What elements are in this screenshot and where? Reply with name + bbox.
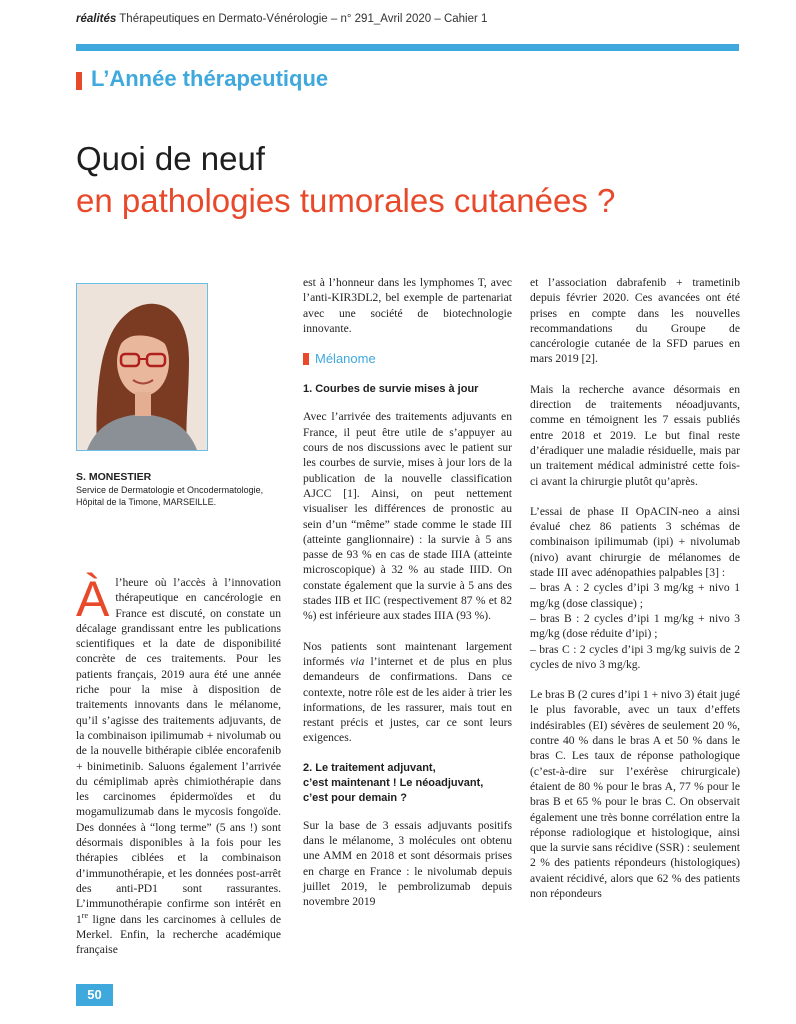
heading-survival-curves: 1. Courbes de survie mises à jour — [303, 383, 479, 396]
text: Nos patients sont maintenant largement informés — [303, 639, 512, 668]
column-2 — [303, 275, 512, 925]
article-title-line2: en pathologies tumorales cutanées ? — [76, 182, 616, 219]
text-italic: via — [350, 654, 365, 668]
paragraph: Mais la recherche avance désormais en direction de traitements néoadjuvants, comme en témoignent les 7 essais publiés entre 2018 et 2019. Le but final reste d’éradiquer une maladie résiduelle, mais par un traitement médical administré cette fois-ci avant la chirurgie plutôt qu’après. — [530, 382, 740, 488]
section-title: L’Année thérapeutique — [91, 66, 329, 91]
running-header — [76, 13, 487, 25]
drop-cap: À — [76, 571, 110, 627]
header-rule — [76, 44, 739, 51]
paragraph — [303, 639, 512, 746]
list-item: – bras C : 2 cycles d’ipi 3 mg/kg suivis de 2 cycles de nivo 3 mg/kg. — [530, 642, 740, 671]
intro-text: l’heure où l’accès à l’innovation thérapeutique en cancérologie en France est discuté, on constate un décalage grandissant entre les publications scientifiques et la date de disponibilité concrète de ces traitements. Pour les patients français, 2019 aura été une année riche pour la mise à disposition de traitements innovants dans le mélanome, qu’il s’agisse des traitements adjuvants, de la combinaison ipilimumab + nivolumab ou de la nouvelle bithérapie ciblée encorafenib + binimetinib. Saluons également l’arrivée du cémiplimab après chimiothérapie dans les carcinomes épidermoïdes et du mogamulizumab dans le mycosis fongoïde. Des données à “long terme” (5 ans !) sont désormais disponibles à la fois pour les thérapies ciblées et la combinaison d’immunothérapie, et les données post-arrêt des anti-PD1 sont rassurantes. L’immunothérapie confirme son intérêt en 1 — [76, 576, 281, 926]
author-portrait-icon — [77, 284, 207, 450]
intro-text-end: ligne dans les carcinomes à cellules de Merkel. Enfin, la recherche académique française — [76, 912, 281, 957]
affiliation-line2: Hôpital de la Timone, MARSEILLE. — [76, 496, 217, 507]
heading-line: c’est maintenant ! Le néoadjuvant, — [303, 776, 484, 789]
section-marker — [76, 72, 82, 90]
list-item: – bras B : 2 cycles d’ipi 1 mg/kg + nivo 3 mg/kg (dose réduite d’ipi) ; — [530, 611, 740, 641]
column-1 — [76, 571, 281, 972]
text: L’essai de phase II OpACIN-neo a ainsi évalué chez 86 patients 3 schémas de combinaison ipilimumab (ipi) + nivolumab (nivo) avant chirurgie de mélanomes de stade III avec adénopathies palpables [3] : — [530, 504, 740, 580]
heading-line: c’est pour demain ? — [303, 791, 407, 804]
heading-adjuvant — [303, 761, 512, 806]
paragraph — [530, 504, 740, 672]
journal-issue: Thérapeutiques en Dermato-Vénérologie – n° 291_Avril 2020 – Cahier 1 — [119, 13, 488, 25]
list-item: – bras A : 2 cycles d’ipi 3 mg/kg + nivo 1 mg/kg (dose classique) ; — [530, 581, 740, 610]
intro-paragraph — [76, 571, 281, 957]
paragraph: Sur la base de 3 essais adjuvants positifs dans le mélanome, 3 molécules ont obtenu une AMM en 2018 et sont désormais prises en charge en France : le nivolumab depuis juillet 2019, le pembrolizumab depuis novembre 2019 — [303, 818, 512, 909]
subheading-melanome: Mélanome — [303, 351, 512, 366]
paragraph: Avec l’arrivée des traitements adjuvants en France, il peut être utile de s’appuyer au cours de nos discussions avec le patient sur les courbes de survie, mises à jour lors de la publication de la nouvelle classification AJCC [1]. Ainsi, on peut nettement visualiser les différences de pronostic au sein d’un “même” stade comme le stade III (atteinte ganglionnaire) : la survie à 5 ans passe de 93 % en cas de stade IIIA (atteinte microscopique) à 32 % au stade IIID. On constate également que la survie à 5 ans des stades IIB et IIC (respectivement 87 % et 82 %) est inférieure aux stades IIIA (93 %). — [303, 410, 512, 623]
article-title-line1: Quoi de neuf — [76, 140, 265, 177]
author-name: S. MONESTIER — [76, 471, 152, 483]
heading-line: 2. Le traitement adjuvant, — [303, 761, 436, 774]
text: l’internet et de plus en plus demandeurs de confirmations. Dans ce contexte, notre rôle est de les aider à trier les informations, de les rassurer, mais tout en restant précis et justes, car ce sont leurs exigences. — [303, 654, 512, 745]
journal-brand: réalités — [76, 13, 117, 25]
author-affiliation — [76, 485, 276, 508]
superscript: re — [81, 910, 89, 920]
page-number: 50 — [76, 984, 113, 1006]
paragraph: et l’association dabrafenib + trametinib depuis février 2020. Ces avancées ont été prises en compte dans les nouvelles recommandations du Groupe de cancérologie cutanée de la SFD parues en mars 2019 [2]. — [530, 276, 740, 366]
column-3 — [530, 275, 740, 916]
paragraph: est à l’honneur dans les lymphomes T, avec l’anti-KIR3DL2, bel exemple de partenariat avec une société de biotechnologie innovante. — [303, 276, 512, 335]
affiliation-line1: Service de Dermatologie et Oncodermatologie, — [76, 485, 264, 495]
paragraph: Le bras B (2 cures d’ipi 1 + nivo 3) était jugé le plus favorable, avec un taux d’effets indésirables (EI) sévères de seulement 20 %, contre 40 % dans le bras A et 50 % dans le bras C. Les taux de réponse pathologique (c’est-à-dire sur l’exérèse chirurgicale) étaient de 80 % pour le bras A, 77 % pour le bras B et 65 % pour le bras C. On observait également une très bonne corrélation entre la réponse radiologique et histologique, ainsi que la survie sans récidive (SSR) : seulement 2 % des patients répondeurs (histologiques) avaient récidivé, alors que 62 % des patients non répondeurs — [530, 688, 740, 900]
author-photo — [76, 283, 208, 451]
